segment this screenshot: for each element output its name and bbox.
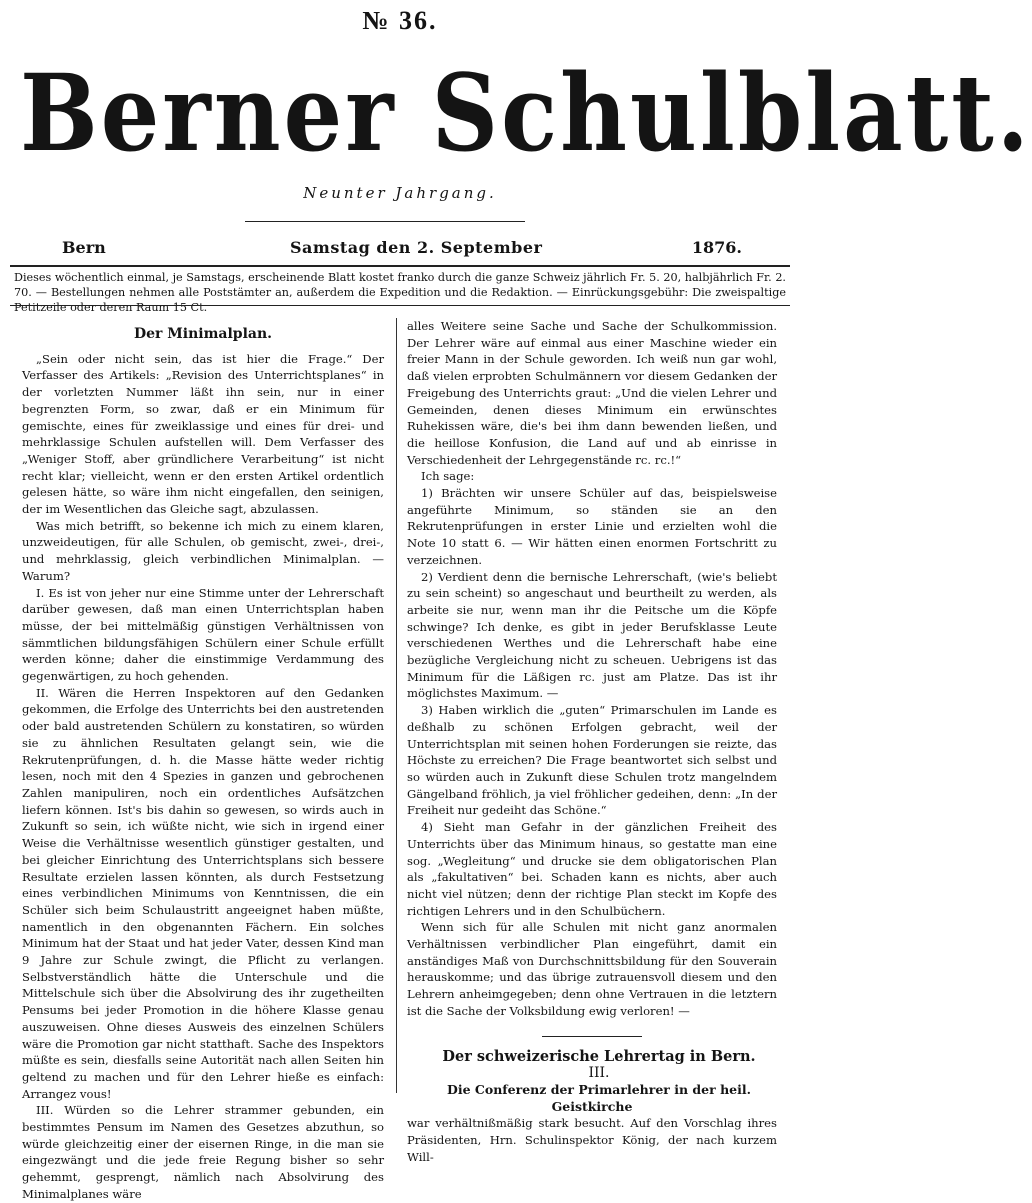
divider-rule [245, 221, 525, 222]
dateline-place: Bern [62, 238, 106, 257]
article-part-number: III. [588, 1065, 610, 1082]
paragraph: Ich sage: [421, 469, 475, 484]
right-column [407, 318, 777, 1165]
section-rule [542, 1036, 642, 1037]
dateline-date: Samstag den 2. September [290, 238, 543, 257]
header-rule [10, 265, 790, 267]
column-divider [396, 318, 397, 1093]
article-title: Der Minimalplan. [133, 326, 273, 342]
paragraph: alles Weitere seine Sache und Sache der Schulkommission. Der Lehrer wäre auf einmal aus einer Maschine wieder ein freier Mann in der Schule geworden. Ich weiß nun gar wohl, daß vielen erprobten Schulmännern vor diesem Gedanken der Freigebung des Unterrichts graut: „Und die vielen Lehrer und Gemeinden, denen dieses Minimum ein erwünschtes Ruhekissen wäre, die's bei ihm dann bewenden ließen, und die heillose Konfusion, die Land auf und ab einrisse in Verschiedenheit der Lehrgegenstände rc. rc.!“ [407, 319, 777, 467]
paragraph: II. Wären die Herren Inspektoren auf den Gedanken gekommen, die Erfolge des Unterrichts bei den austretenden oder bald austretenden Schülern zu konstatiren, so würden sie zu ähnlichen Resultaten gelangt sein, wie die Rekrutenprüfungen, d. h. die Masse hätte weder richtig lesen, noch mit den 4 Spezies in ganzen und gebrochenen Zahlen manipuliren, noch ein ordentliches Aufsätzchen liefern können. Ist's bis dahin so gewesen, so wirds auch in Zukunft so sein, ich wüßte nicht, wie sich in irgend einer Weise die Verhältnisse wesentlich günstiger gestalten, und bei gleicher Einrichtung des Unterrichtsplans sich bessere Resultate erzielen lassen könnten, als durch Festsetzung eines verbindlichen Minimums von Kenntnissen, die ein Schüler sich beim Schulaustritt angeeignet haben müßte, namentlich in den obgenannten Fächern. Ein solches Minimum hat der Staat und hat jeder Vater, dessen Kind man 9 Jahre zur Schule zwingt, die Pflicht zu verlangen. Selbstverständlich hätte die Unterschule und die Mittelschule sich über die Absolvirung des ihr zugetheilten Pensums bei jeder Promotion in die höhere Klasse genau auszuweisen. Ohne dieses Ausweis des einzelnen Schülers wäre die Promotion gar nicht statthaft. Sache des Inspektors müßte es sein, diesfalls seine Autorität nach allen Seiten hin geltend zu machen und für den Lehrer hieße es einfach: Arrangez vous! [22, 685, 384, 1101]
paragraph: 1) Brächten wir unsere Schüler auf das, beispielsweise angeführte Minimum, so ständen sie an den Rekrutenprüfungen in erster Linie und erzielten wohl die Note 10 statt 6. — Wir hätten einen enormen Fortschritt zu verzeichnen. [407, 486, 777, 567]
paragraph: Was mich betrifft, so bekenne ich mich zu einem klaren, unzweideutigen, für alle Schulen, ob gemischt, zwei-, drei-, und mehrklassig, gleich verbindlichen Minimalplan. — Warum? [22, 518, 384, 583]
paragraph: I. Es ist von jeher nur eine Stimme unter der Lehrerschaft darüber gewesen, daß man einen Unterrichtsplan haben müsse, der bei mittelmäßig günstigen Verhältnissen von sämmtlichen bildungsfähigen Schülern einer Schule erfüllt werden könne; daher die einstimmige Verdammung des gegenwärtigen, zu hoch gehenden. [22, 585, 384, 684]
issue-number: № 36. [362, 6, 438, 35]
article-subheading: Die Conferenz der Primarlehrer in der heil. Geistkirche [447, 1081, 751, 1114]
dateline [62, 238, 742, 262]
dateline-year: 1876. [691, 238, 742, 257]
paragraph: III. Würden so die Lehrer strammer gebunden, ein bestimmtes Pensum im Namen des Gesetzes abzuthun, so würde gleichzeitig einer der eisernen Ringe, in die man sie eingezwängt und die jede freie Regung bisher so sehr gehemmt, gesprengt, nämlich nach Absolvirung des Minimalplanes wäre [22, 1103, 384, 1201]
paragraph: war verhältnißmäßig stark besucht. Auf den Vorschlag ihres Präsidenten, Hrn. Schulinspektor König, der nach kurzem Will- [407, 1116, 777, 1164]
paragraph: 2) Verdient denn die bernische Lehrerschaft, (wie's beliebt zu sein scheint) so angeschaut und beurtheilt zu werden, als arbeite sie nur, wenn man ihr die Peitsche um die Köpfe schwinge? Ich denke, es gibt in jeder Berufsklasse Leute verschiedenen Werthes und die Lehrerschaft habe eine bezügliche Vergleichung nicht zu scheuen. Uebrigens ist das Minimum für die Läßigen rc. just am Platze. Das ist ihr möglichstes Maximum. — [407, 569, 777, 701]
paragraph: 3) Haben wirklich die „guten“ Primarschulen im Lande es deßhalb zu schönen Erfolgen gebracht, weil der Unterrichtsplan mit seinen hohen Forderungen sie reizte, das Höchste zu erreichen? Die Frage beantwortet sich selbst und so würden auch in Zukunft diese Schulen trotz mangelndem Gängelband fröhlich, ja viel fröhlicher gedeihen, denn: „In der Freiheit nur gedeiht das Schöne.“ [407, 703, 777, 818]
notice-rule [10, 305, 790, 306]
subscription-notice: Dieses wöchentlich einmal, je Samstags, erscheinende Blatt kostet franko durch die ganze Schweiz jährlich Fr. 5. 20, halbjährlich Fr. 2. 70. — Bestellungen nehmen alle Poststämter an, außerdem die Expedition und die Redaktion. — Einrückungsgebühr: Die zweispaltige Petitzeile oder deren Raum 15 Ct. [14, 271, 786, 314]
masthead-title: Berner Schulblatt. [20, 51, 1032, 176]
left-column [22, 322, 384, 1203]
paragraph: Wenn sich für alle Schulen mit nicht ganz anormalen Verhältnissen verbindlicher Plan eingeführt, damit ein anständiges Maß von Durchschnittsbildung für den Souverain herauskomme; und das übrige zutrauensvoll diesem und den Lehrern anheimgegeben; denn ohne Vertrauen in die letztern ist die Sache der Volksbildung ewig verloren! — [407, 920, 777, 1018]
article-title: Der schweizerische Lehrertag in Bern. [442, 1047, 756, 1065]
volume-subtitle: Neunter Jahrgang. [303, 184, 497, 202]
paragraph: „Sein oder nicht sein, das ist hier die Frage.“ Der Verfasser des Artikels: „Revision des Unterrichtsplanes“ in der vorletzten Nummer läßt ihn sein, nur in einer begrenzten Form, so zwar, daß er ein Minimum für gemischte, eines für zweiklassige und eines für drei- und mehrklassige Schulen aufstellen will. Dem Verfasser des „Weniger Stoff, aber gründlichere Verarbeitung“ ist nicht recht klar; vielleicht, wenn er den ersten Artikel ordentlich gelesen hätte, so wäre ihm nicht eingefallen, den seinigen, der im Wesentlichen das Gleiche sagt, abzulassen. [22, 351, 384, 517]
paragraph: 4) Sieht man Gefahr in der gänzlichen Freiheit des Unterrichts über das Minimum hinaus, so gestatte man eine sog. „Wegleitung“ und drucke sie dem obligatorischen Plan als „fakultativen“ bei. Schaden kann es nichts, aber auch nicht viel nützen; denn der richtige Plan steckt im Kopfe des richtigen Lehrers und in den Schulbüchern. [407, 820, 777, 918]
